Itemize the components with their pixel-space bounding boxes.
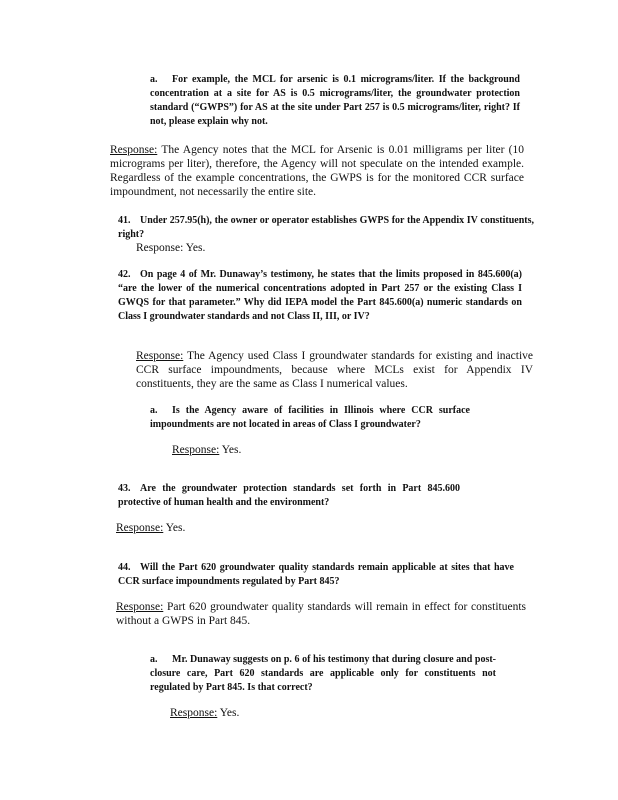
question-41	[118, 214, 534, 242]
response-43	[116, 521, 316, 535]
response-text: Yes.	[219, 707, 240, 719]
response-text: Part 620 groundwater quality standards will remain in effect for constituents without a GWPS in Part 845.	[116, 601, 526, 627]
item-label: 42.	[118, 269, 131, 280]
question-43	[118, 482, 460, 510]
response-40a	[110, 143, 524, 199]
response-text: The Agency notes that the MCL for Arsenic is 0.01 milligrams per liter (10 micrograms per liter), therefore, the Agency will not speculate on the intended example. Regardless of the example concentrations, the GWPS is for the monitored CCR surface impoundment, not necessarily the entire site.	[110, 144, 525, 198]
response-label: Response:	[172, 444, 220, 456]
question-44	[118, 561, 514, 589]
item-label: a.	[150, 654, 158, 665]
question-42a	[150, 404, 470, 432]
question-40a	[150, 73, 520, 129]
response-44	[116, 600, 526, 628]
question-text: Will the Part 620 groundwater quality standards remain applicable at sites that have CCR surface impoundments regulated by Part 845?	[118, 562, 514, 587]
response-text: Yes.	[165, 522, 186, 534]
response-label: Response:	[110, 144, 158, 156]
response-44a	[170, 706, 370, 720]
response-label: Response:	[116, 522, 164, 534]
response-text: Yes.	[185, 242, 206, 254]
item-label: a.	[150, 74, 158, 85]
item-label: 41.	[118, 215, 131, 226]
question-text: Are the groundwater protection standards set forth in Part 845.600 protective of human health and the environment?	[118, 483, 460, 508]
response-label: Response:	[170, 707, 218, 719]
question-42	[118, 268, 522, 324]
item-label: 44.	[118, 562, 131, 573]
question-text: For example, the MCL for arsenic is 0.1 micrograms/liter. If the background concentration at a site for AS is 0.5 micrograms/liter, the groundwater protection standard (“GWPS”) for AS at the site under Part 257 is 0.5 micrograms/liter, right? If not, please explain why not.	[150, 74, 520, 127]
question-text: Is the Agency aware of facilities in Illinois where CCR surface impoundments are not located in areas of Class I groundwater?	[150, 405, 470, 430]
response-label: Response:	[116, 601, 164, 613]
response-label: Response:	[136, 350, 184, 362]
question-text: Under 257.95(h), the owner or operator establishes GWPS for the Appendix IV constituents, right?	[118, 215, 534, 240]
response-label: Response:	[136, 242, 184, 254]
response-42a	[172, 443, 372, 457]
response-42	[136, 349, 533, 391]
item-label: 43.	[118, 483, 131, 494]
question-text: Mr. Dunaway suggests on p. 6 of his testimony that during closure and post- closure care, Part 620 standards are applicable only for constituents not regulated by Part 845. Is that correct?	[150, 654, 496, 693]
question-44a	[150, 653, 496, 695]
response-text: Yes.	[221, 444, 242, 456]
question-text: On page 4 of Mr. Dunaway’s testimony, he states that the limits proposed in 845.600(a) “are the lower of the numerical concentrations adopted in Part 257 or the existing Class I GWQS for that parameter.” Why did IEPA model the Part 845.600(a) numeric standards on Class I groundwater standards and not Class II, III, or IV?	[118, 269, 522, 322]
response-text: The Agency used Class I groundwater standards for existing and inactive CCR surface impoundments, because where MCLs exist for Appendix IV constituents, they are the same as Class I numerical values.	[136, 350, 534, 390]
item-label: a.	[150, 405, 158, 416]
response-41	[136, 241, 436, 255]
